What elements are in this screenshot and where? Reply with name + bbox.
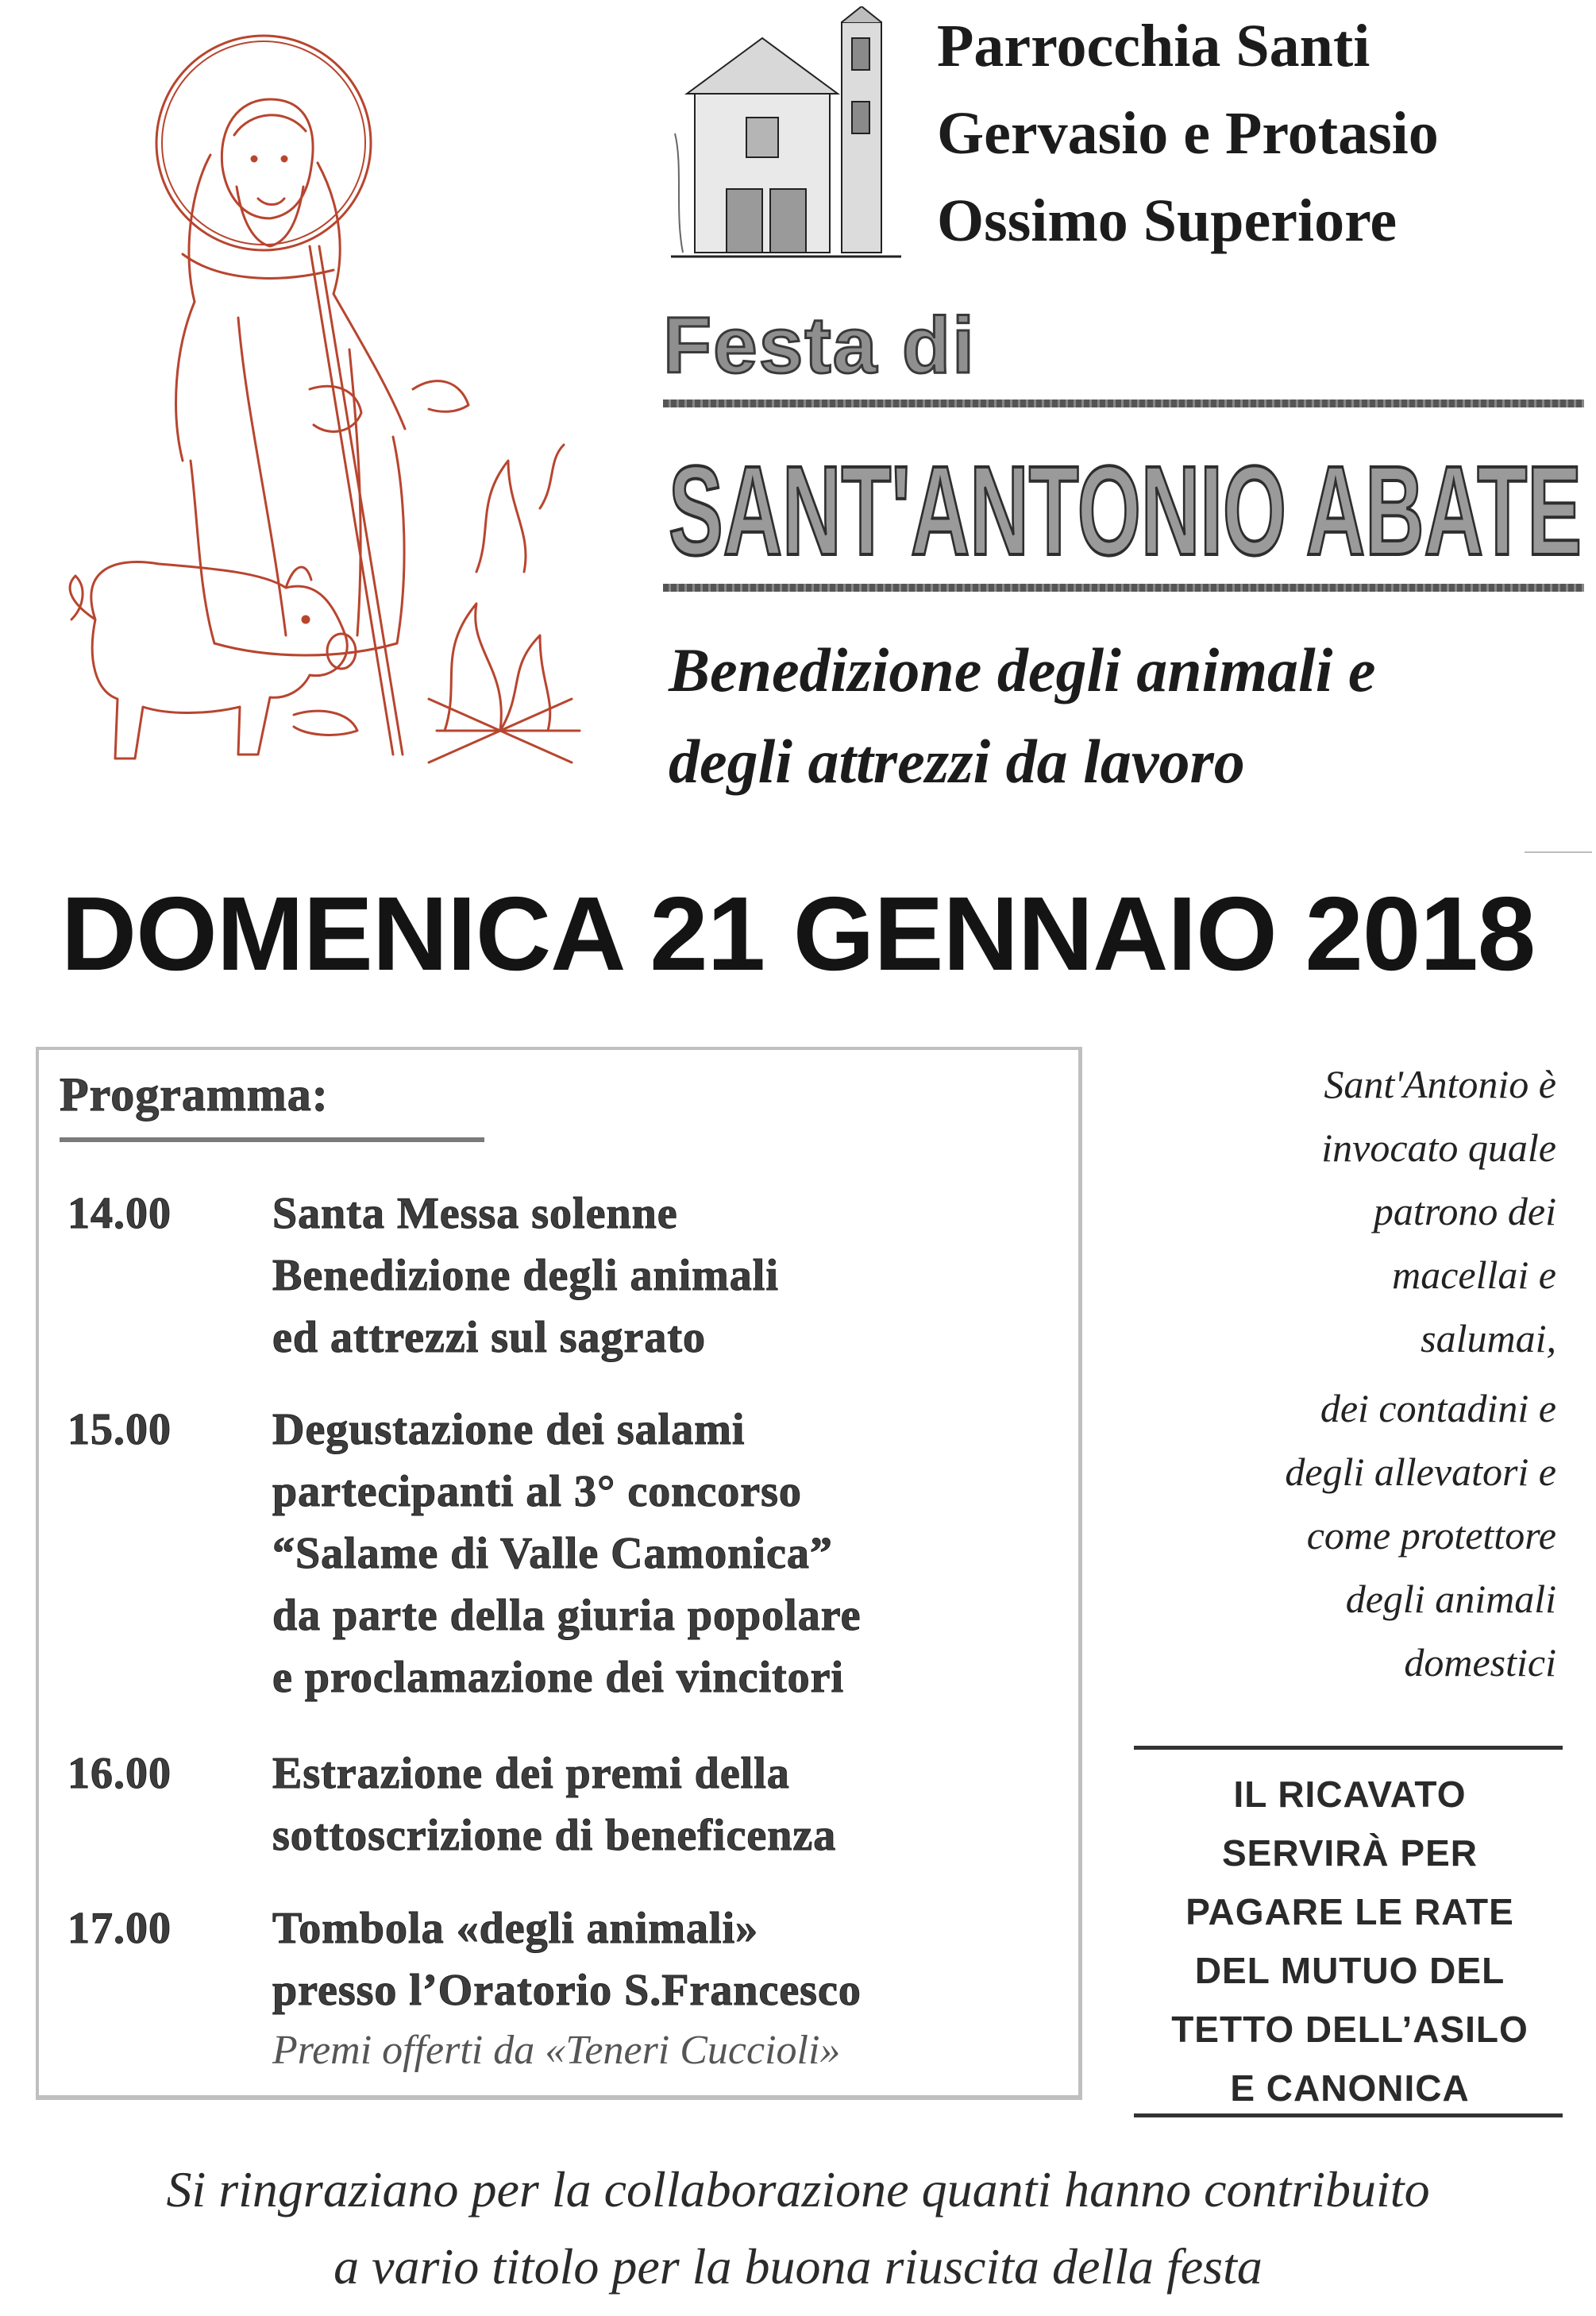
program-item-4-line-1: Tombola «degli animali» — [272, 1904, 759, 1953]
program-heading-underline — [60, 1137, 484, 1142]
side-text-line-8: come protettore — [1306, 1513, 1556, 1558]
title-rule-top — [663, 400, 1584, 407]
footer-thanks-line-1: Si ringraziano per la collaborazione quanti hanno contribuito — [166, 2161, 1430, 2218]
program-item-2-line-3: “Salame di Valle Camonica” — [272, 1529, 833, 1578]
notice-rule-bottom — [1134, 2113, 1563, 2117]
side-text-line-10: domestici — [1404, 1640, 1556, 1685]
church-sketch — [671, 6, 901, 268]
program-heading: Programma: — [60, 1068, 329, 1121]
footer-thanks-line-2: a vario titolo per la buona riuscita della festa — [333, 2238, 1263, 2295]
side-text-line-5: salumai, — [1421, 1316, 1556, 1361]
notice-line-6: E CANONICA — [1230, 2067, 1470, 2109]
title-rule-bottom — [663, 584, 1584, 592]
saint-title-text: SANT'ANTONIO ABATE — [669, 439, 1582, 570]
side-text-line-9: degli animali — [1345, 1577, 1556, 1621]
notice-line-3: PAGARE LE RATE — [1185, 1891, 1514, 1932]
program-item-2-line-2: partecipanti al 3° concorso — [272, 1467, 802, 1516]
side-text-line-3: patrono dei — [1373, 1189, 1556, 1233]
program-item-3-line-1: Estrazione dei premi della — [272, 1749, 790, 1798]
program-time-1: 14.00 — [67, 1189, 172, 1238]
notice-line-1: IL RICAVATO — [1233, 1774, 1467, 1815]
program-item-2-line-1: Degustazione dei salami — [272, 1405, 746, 1454]
program-item-2-line-5: e proclamazione dei vincitori — [272, 1653, 845, 1702]
program-item-3-line-2: sottoscrizione di beneficenza — [272, 1811, 837, 1860]
program-item-1-line-3: ed attrezzi sul sagrato — [272, 1313, 707, 1362]
parish-location: Ossimo Superiore — [937, 187, 1397, 254]
program-time-4: 17.00 — [67, 1904, 172, 1953]
program-time-3: 16.00 — [67, 1749, 172, 1798]
subtitle-line-1: Benedizione degli animali e — [669, 635, 1376, 704]
program-item-4-line-2: presso l’Oratorio S.Francesco — [272, 1966, 862, 2015]
saint-anthony-illustration — [32, 16, 588, 802]
notice-line-5: TETTO DELL’ASILO — [1171, 2009, 1529, 2050]
program-time-2: 15.00 — [67, 1405, 172, 1454]
event-date: DOMENICA 21 GENNAIO 2018 — [60, 875, 1536, 992]
program-item-1-line-1: Santa Messa solenne — [272, 1189, 678, 1238]
parish-name-line-1: Parrocchia Santi — [937, 13, 1370, 79]
side-text-line-6: dei contadini e — [1320, 1386, 1556, 1430]
saint-title — [665, 435, 1586, 570]
program-item-1-line-2: Benedizione degli animali — [272, 1251, 779, 1300]
side-text-line-7: degli allevatori e — [1285, 1449, 1556, 1494]
notice-rule-top — [1134, 1746, 1563, 1750]
notice-line-2: SERVIRÀ PER — [1221, 1832, 1478, 1874]
program-item-2-line-4: da parte della giuria popolare — [272, 1591, 862, 1640]
side-text-line-2: invocato quale — [1321, 1125, 1556, 1170]
side-text-line-4: macellai e — [1392, 1253, 1556, 1297]
program-item-4-note: Premi offerti da «Teneri Cuccioli» — [272, 2028, 841, 2073]
parish-name-line-2: Gervasio e Protasio — [937, 100, 1439, 167]
notice-line-4: DEL MUTUO DEL — [1194, 1950, 1505, 1991]
festa-label: Festa di — [663, 301, 976, 390]
scan-edge-mark — [1525, 851, 1592, 853]
side-text-line-1: Sant'Antonio è — [1324, 1062, 1556, 1106]
subtitle-line-2: degli attrezzi da lavoro — [669, 727, 1245, 796]
